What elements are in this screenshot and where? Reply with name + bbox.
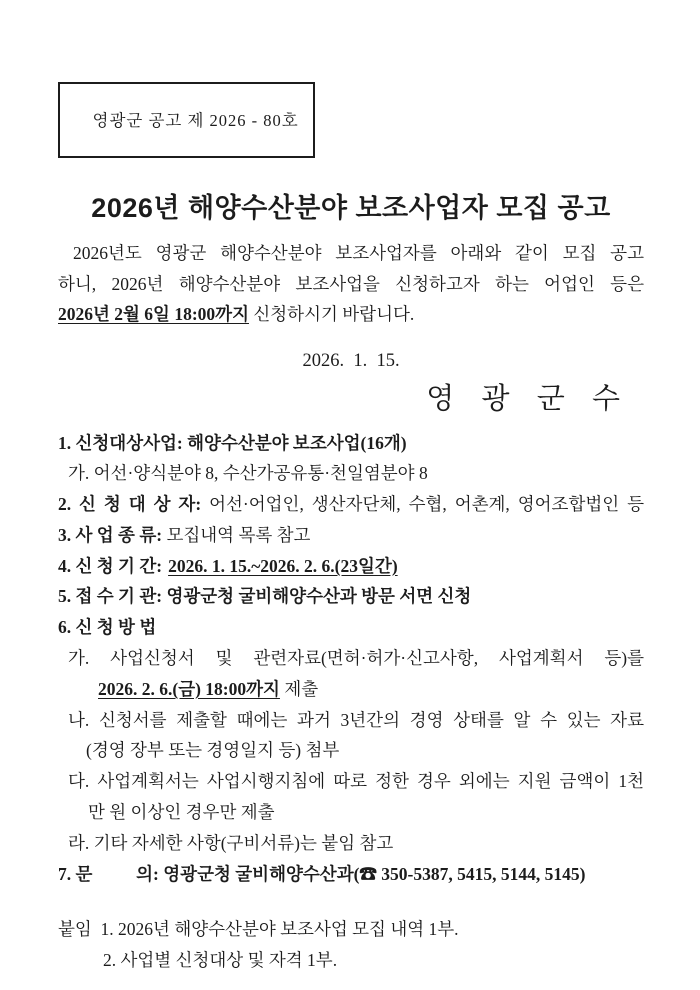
item-2-applicants: 2. 신 청 대 상 자: 어선·어업인, 생산자단체, 수협, 어촌계, 영어조합법인 등	[58, 494, 644, 515]
intro-paragraph	[58, 238, 644, 330]
item-6-sub-na-line1: 나. 신청서를 제출할 때에는 과거 3년간의 경영 상태를 알 수 있는 자료	[68, 709, 644, 730]
application-deadline: 2026년 2월 6일 18:00까지	[58, 304, 249, 324]
item-7-inquiries: 7. 문 의: 영광군청 굴비해양수산과(☎ 350-5387, 5415, 5144, 5145)	[58, 863, 586, 884]
submission-deadline: 2026. 2. 6.(금) 18:00까지	[98, 678, 280, 699]
decision-date: 2026. 1. 15.	[302, 350, 400, 371]
inquiry-phone-numbers: 영광군청 굴비해양수산과(☎ 350-5387, 5415, 5144, 5145)	[158, 863, 586, 884]
item-3-business-type: 3. 사 업 종 류: 모집내역 목록 참고	[58, 524, 311, 545]
item-1-target-business: 1. 신청대상사업: 해양수산분야 보조사업(16개)	[58, 432, 407, 453]
item-6-sub-ra: 라. 기타 자세한 사항(구비서류)는 붙임 참고	[68, 832, 394, 853]
item-6-sub-ga-line2: 2026. 2. 6.(금) 18:00까지 제출	[98, 678, 319, 699]
item-6-sub-na-line2: (경영 장부 또는 경영일지 등) 첨부	[86, 740, 340, 761]
item-6-application-method: 6. 신 청 방 법	[58, 617, 157, 638]
notice-number-box	[58, 82, 315, 158]
attachments	[58, 914, 644, 976]
item-6-sub-da-line2: 만 원 이상인 경우만 제출	[88, 802, 275, 823]
application-period-dates: 2026. 1. 15.~2026. 2. 6.(23일간)	[168, 555, 398, 576]
attachment-line-2: 2. 사업별 신청대상 및 자격 1부.	[103, 950, 338, 971]
item-5-receiving-office: 5. 접 수 기 관: 영광군청 굴비해양수산과 방문 서면 신청	[58, 586, 472, 607]
notice-body	[58, 428, 644, 890]
intro-line-3-tail: 신청하시기 바랍니다.	[248, 304, 415, 324]
notice-number: 영광군 공고 제 2026 - 80호	[92, 111, 299, 130]
document-title: 2026년 해양수산분야 보조사업자 모집 공고	[91, 193, 611, 223]
item-6-sub-da-line1: 다. 사업계획서는 사업시행지침에 따로 정한 경우 외에는 지원 금액이 1천	[68, 771, 644, 792]
intro-line-3	[58, 299, 644, 330]
signer-name: 영 광 군 수	[426, 382, 630, 415]
intro-line-1: 2026년도 영광군 해양수산분야 보조사업자를 아래와 같이 모집 공고	[73, 243, 644, 263]
item-4-application-period: 4. 신 청 기 간: 2026. 1. 15.~2026. 2. 6.(23일간)	[58, 555, 398, 576]
item-6-sub-ga-line1: 가. 사업신청서 및 관련자료(면허·허가·신고사항, 사업계획서 등)를	[68, 648, 644, 669]
item-1-sub-ga: 가. 어선·양식분야 8, 수산가공유통·천일염분야 8	[68, 463, 428, 484]
intro-line-2: 하니, 2026년 해양수산분야 보조사업을 신청하고자 하는 어업인 등은	[58, 273, 644, 294]
attachment-line-1: 붙임 1. 2026년 해양수산분야 보조사업 모집 내역 1부.	[58, 919, 459, 940]
